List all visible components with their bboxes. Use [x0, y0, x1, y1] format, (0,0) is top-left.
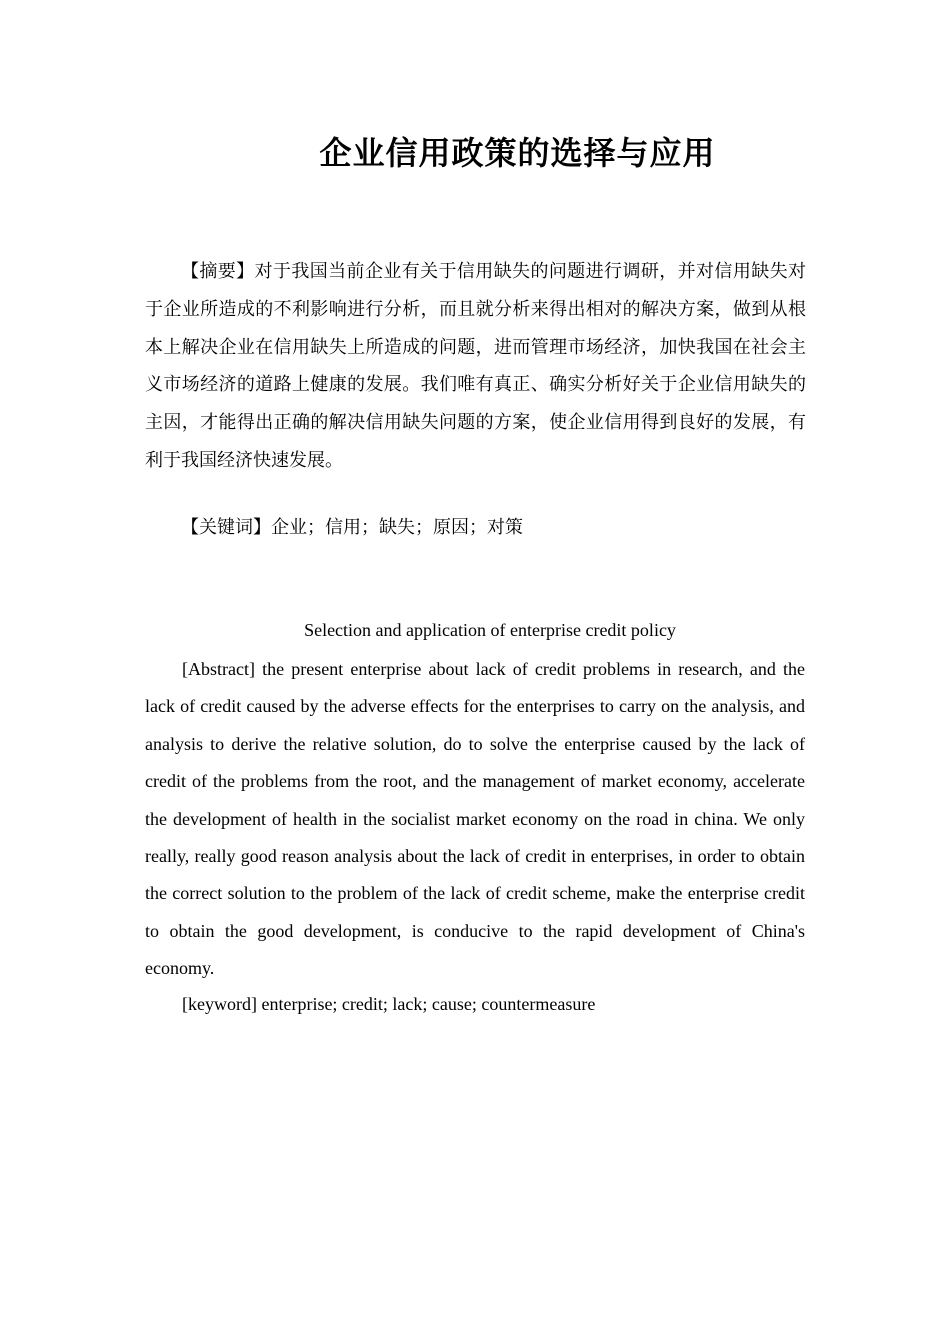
- english-keywords: [keyword] enterprise; credit; lack; cause; countermeasure: [182, 994, 596, 1014]
- page-title: 企业信用政策的选择与应用: [319, 134, 716, 172]
- chinese-keywords: 【关键词】企业；信用；缺失；原因；对策: [181, 517, 523, 538]
- chinese-abstract: 【摘要】对于我国当前企业有关于信用缺失的问题进行调研，并对信用缺失对于企业所造成的不利影响进行分析，而且就分析来得出相对的解决方案，做到从根本上解决企业在信用缺失上所造成的问题，进而管理市场经济，加快我国在社会主义市场经济的道路上健康的发展。我们唯有真正、确实分析好关于企业信用缺失的主因，才能得出正确的解决信用缺失问题的方案，使企业信用得到良好的发展，有利于我国经济快速发展。: [145, 261, 806, 471]
- english-title: Selection and application of enterprise credit policy: [304, 620, 676, 640]
- english-abstract: [Abstract] the present enterprise about lack of credit problems in research, and the lack of credit caused by the adverse effects for the enterprises to carry on the analysis, and analysis to derive the relative solution, do to solve the enterprise caused by the lack of credit of the problems from the root, and the management of market economy, accelerate the development of health in the socialist market economy on the road in china. We only really, really good reason analysis about the lack of credit in enterprises, in order to obtain the correct solution to the problem of the lack of credit scheme, make the enterprise credit to obtain the good development, is conducive to the rapid development of China's economy.: [145, 659, 805, 979]
